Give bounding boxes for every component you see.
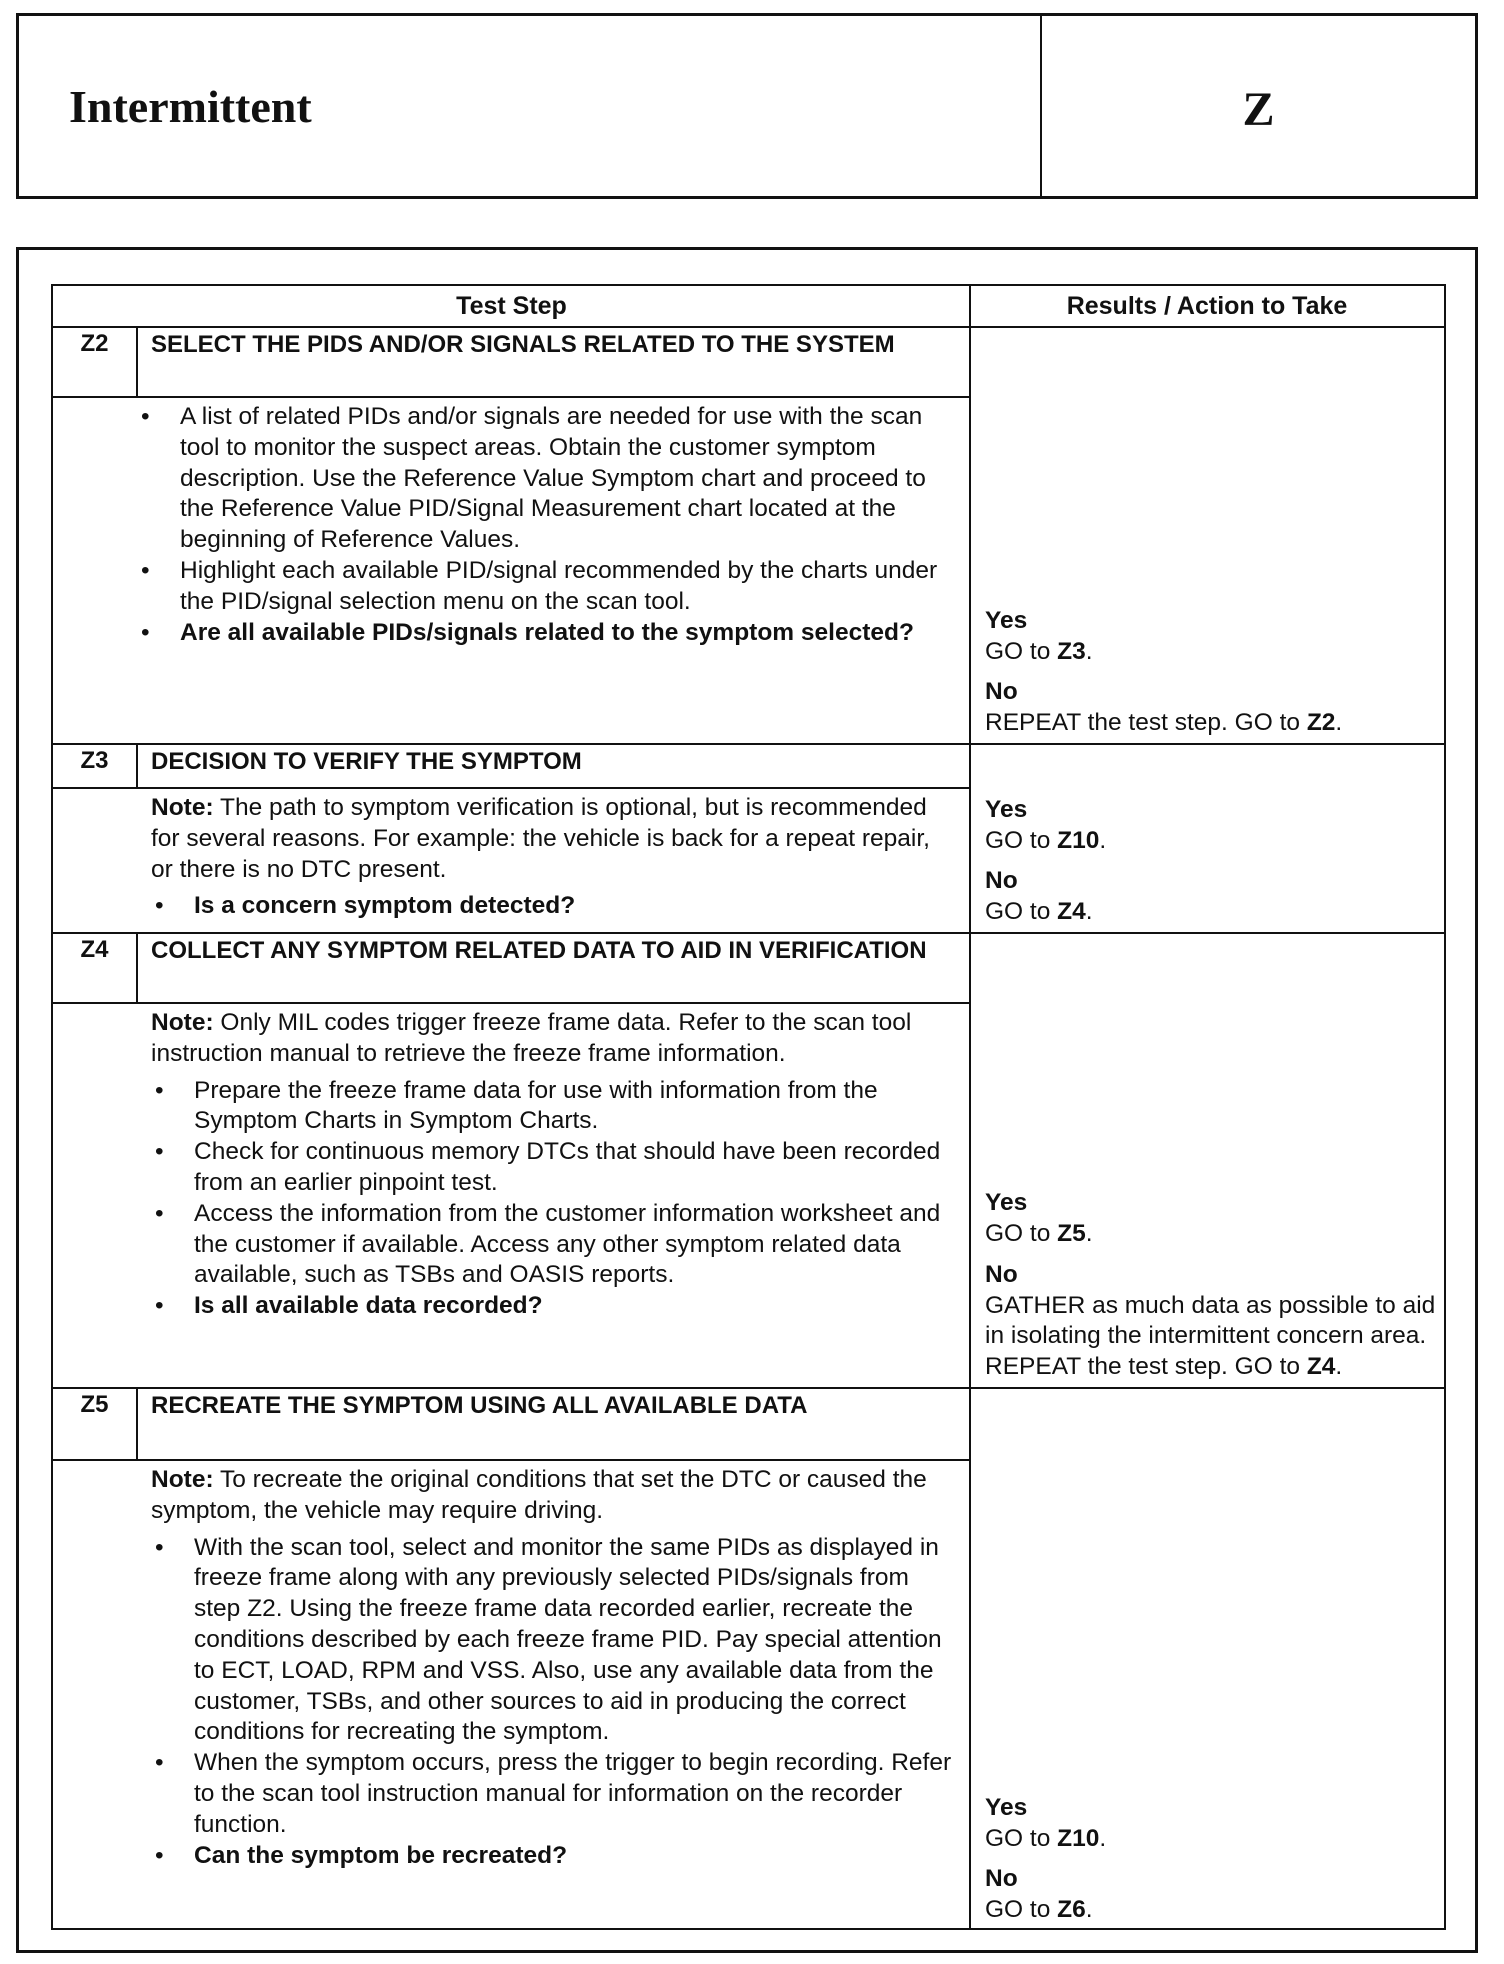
result-yes-action [985,1824,1440,1855]
note-text: Only MIL codes trigger freeze frame data. Refer to the scan tool instruction manual to retrieve the freeze frame information. [151,1009,912,1067]
bullet-icon: • [155,1138,164,1166]
step-id: Z5 [80,1391,109,1418]
step-title: COLLECT ANY SYMPTOM RELATED DATA TO AID IN VERIFICATION [151,937,927,964]
bullet-text: Are all available PIDs/signals related to the symptom selected? [180,618,914,646]
note-text: The path to symptom verification is optional, but is recommended for several reasons. For example: the vehicle is back for a repeat repair, or there is no DTC present. [151,794,930,883]
result-no [985,1864,1440,1926]
period: . [1085,1220,1093,1248]
result-no-label: No [985,867,1018,895]
bullet-text: When the symptom occurs, press the trigger to begin recording. Refer to the scan tool instruction manual for information on the recorder function. [194,1749,952,1838]
step-title: SELECT THE PIDS AND/OR SIGNALS RELATED TO THE SYSTEM [151,331,895,358]
bullet-text: Prepare the freeze frame data for use with information from the Symptom Charts in Symptom Charts. [194,1076,878,1135]
bullet-text: Is a concern symptom detected? [194,892,576,920]
step-title: DECISION TO VERIFY THE SYMPTOM [151,748,582,775]
action-text: GATHER as much data as possible to aid in isolating the intermittent concern area. REPEAT the test step. GO to [985,1291,1436,1381]
bullet-icon: • [155,1199,164,1227]
period: . [1085,637,1093,665]
bullet-icon: • [155,1292,164,1320]
bullet-text: Access the information from the customer information worksheet and the customer if available. Access any other symptom related data available, such as TSBs and OASIS reports. [194,1199,941,1289]
goto-target-link[interactable]: Z6 [1057,1896,1086,1924]
bullet-icon: • [155,1749,164,1777]
step-body [137,787,969,932]
bullet-item [151,1199,955,1291]
result-no [985,1260,1440,1383]
note-label: Note: [151,1466,214,1493]
action-text: GO to [985,1896,1058,1924]
step-title: RECREATE THE SYMPTOM USING ALL AVAILABLE DATA [151,1392,808,1419]
bullet-item [151,1841,955,1872]
action-text: GO to [985,637,1058,665]
result-no-action [985,708,1440,739]
result-yes [985,795,1440,857]
step-body [137,396,969,743]
note-label: Note: [151,1009,214,1036]
step-id: Z2 [80,330,109,357]
step-note [151,1465,955,1527]
goto-target-link[interactable]: Z5 [1057,1220,1086,1248]
step-id: Z3 [80,747,109,774]
bullet-icon: • [155,1533,164,1561]
page-header [16,13,1478,199]
bullet-item [137,556,955,618]
bullet-icon: • [155,892,164,920]
bullet-icon: • [141,556,150,584]
column-header-test-step: Test Step [456,292,567,320]
bullet-item [151,1076,955,1138]
test-step-table [51,284,1446,1930]
result-no-label: No [985,1865,1018,1893]
goto-target-link[interactable]: Z3 [1057,637,1086,665]
period: . [1335,709,1343,737]
action-text: GO to [985,826,1058,854]
step-body [137,1459,969,1930]
result-no-label: No [985,678,1018,706]
goto-target-link[interactable]: Z10 [1057,1824,1100,1852]
result-yes-action [985,826,1440,857]
column-header-results: Results / Action to Take [1066,292,1348,320]
goto-target-link[interactable]: Z4 [1306,1353,1336,1381]
bullet-icon: • [155,1841,164,1869]
bullet-item [137,618,955,649]
result-no [985,677,1440,739]
page-title: Intermittent [69,81,312,132]
step-results [971,743,1444,932]
bullet-text: Highlight each available PID/signal recommended by the charts under the PID/signal selection menu on the scan tool. [180,556,938,615]
period: . [1085,1896,1093,1924]
action-text: GO to [985,898,1058,926]
action-text: GO to [985,1220,1058,1248]
action-text: GO to [985,1824,1058,1852]
step-results [971,932,1444,1387]
bullet-item [151,1291,955,1322]
result-yes-label: Yes [985,1189,1028,1217]
step-note [151,1008,955,1070]
result-yes [985,1188,1440,1250]
result-yes-label: Yes [985,795,1028,823]
action-text: REPEAT the test step. GO to [985,709,1307,737]
note-text: To recreate the original conditions that set the DTC or caused the symptom, the vehicle may require driving. [151,1466,927,1524]
bullet-item [137,402,955,556]
step-bullets [151,891,955,922]
bullet-text: With the scan tool, select and monitor the same PIDs as displayed in freeze frame along with any previously selected PIDs/signals from step Z2. Using the freeze frame data recorded earlier, recreate the conditions described by each freeze frame PID. Pay special attention to ECT, LOAD, RPM and VSS. Also, use any available data from the customer, TSBs, and other sources to aid in producing the correct conditions for recreating the symptom. [194,1533,942,1746]
result-yes-label: Yes [985,606,1028,634]
period: . [1335,1353,1343,1381]
bullet-text: Check for continuous memory DTCs that should have been recorded from an earlier pinpoint test. [194,1138,941,1196]
result-no-label: No [985,1260,1018,1288]
period: . [1085,898,1093,926]
section-code: Z [1242,83,1275,136]
bullet-text: Can the symptom be recreated? [194,1841,568,1869]
bullet-item [151,1533,955,1749]
bullet-item [151,1137,955,1199]
period: . [1099,826,1107,854]
bullet-text: A list of related PIDs and/or signals are needed for use with the scan tool to monitor the suspect areas. Obtain the customer symptom description. Use the Reference Value Symptom chart and proceed to the Reference Value PID/Signal Measurement chart located at the beginning of Reference Values. [180,403,926,554]
step-bullets [151,1533,955,1872]
result-yes [985,1793,1440,1855]
goto-target-link[interactable]: Z10 [1057,826,1100,854]
step-body [137,1002,969,1387]
step-bullets [137,402,955,648]
result-yes-label: Yes [985,1793,1028,1821]
note-label: Note: [151,794,214,821]
result-yes-action [985,637,1440,668]
result-no-action [985,1291,1440,1383]
bullet-item [151,891,955,922]
step-results [971,326,1444,743]
result-yes-action [985,1219,1440,1250]
step-bullets [151,1076,955,1322]
step-note [151,793,955,885]
bullet-icon: • [141,618,150,646]
result-no-action [985,1895,1440,1926]
bullet-icon: • [155,1076,164,1104]
bullet-icon: • [141,403,150,430]
goto-target-link[interactable]: Z2 [1306,709,1336,737]
period: . [1099,1824,1107,1852]
bullet-text: Is all available data recorded? [194,1292,543,1320]
result-no [985,866,1440,928]
bullet-item [151,1748,955,1840]
step-results [971,1387,1444,1930]
goto-target-link[interactable]: Z4 [1057,898,1086,926]
step-id: Z4 [80,936,109,963]
result-yes [985,606,1440,668]
result-no-action [985,897,1440,928]
